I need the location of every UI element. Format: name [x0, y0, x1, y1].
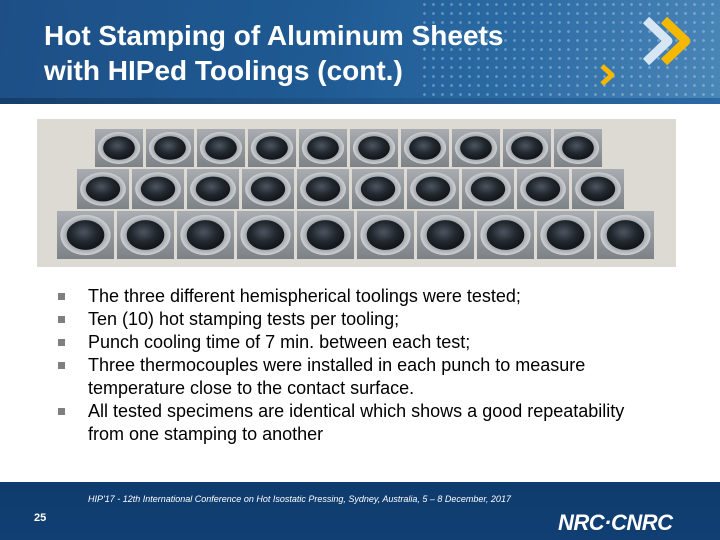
specimen-dome — [471, 177, 505, 202]
bullet-square-icon — [58, 339, 65, 346]
conference-footer: HIP'17 - 12th International Conference on Hot Isostatic Pressing, Sydney, Australia, 5 – 8 December, 2017 — [88, 494, 511, 504]
specimen-dome — [526, 177, 560, 202]
bullet-item: Ten (10) hot stamping tests per tooling; — [58, 308, 658, 331]
bullet-square-icon — [58, 316, 65, 323]
nrc-logo: NRC·CNRC — [558, 510, 673, 535]
specimen-dome — [361, 177, 395, 202]
specimen-dome — [256, 136, 288, 160]
specimen-dome — [205, 136, 237, 160]
specimen-dome — [367, 220, 405, 250]
bullet-square-icon — [58, 408, 65, 415]
specimen-dome — [187, 220, 225, 250]
specimen-dome — [487, 220, 525, 250]
specimen-dome — [127, 220, 165, 250]
bullet-item: Punch cooling time of 7 min. between each test; — [58, 331, 658, 354]
bullet-item: Three thermocouples were installed in each punch to measure temperature close to the contact surface. — [58, 354, 658, 400]
bullet-square-icon — [58, 293, 65, 300]
chevron-large-icon — [638, 16, 698, 66]
specimen-dome — [154, 136, 186, 160]
specimen-dome — [251, 177, 285, 202]
bullet-list — [58, 285, 658, 446]
specimen-dome — [562, 136, 594, 160]
title-banner — [0, 0, 720, 104]
specimen-dome — [416, 177, 450, 202]
specimen-dome — [247, 220, 285, 250]
specimen-dome — [358, 136, 390, 160]
page-number: 25 — [34, 512, 47, 524]
specimen-dome — [427, 220, 465, 250]
chevron-small-icon — [598, 64, 618, 86]
slide-title — [44, 18, 503, 88]
specimen-dome — [581, 177, 615, 202]
title-line-2: with HIPed Toolings (cont.) — [44, 55, 403, 86]
specimen-dome — [460, 136, 492, 160]
specimen-dome — [67, 220, 105, 250]
specimen-dome — [511, 136, 543, 160]
stamped-specimens-image — [37, 119, 676, 267]
specimen-dome — [86, 177, 120, 202]
title-line-1: Hot Stamping of Aluminum Sheets — [44, 20, 504, 51]
specimen-dome — [196, 177, 230, 202]
specimen-dome — [307, 220, 345, 250]
specimen-dome — [607, 220, 645, 250]
specimen-dome — [141, 177, 175, 202]
specimen-dome — [307, 136, 339, 160]
specimen-dome — [547, 220, 585, 250]
specimen-dome — [409, 136, 441, 160]
bullet-item: The three different hemispherical toolings were tested; — [58, 285, 658, 308]
specimen-photo — [37, 119, 676, 267]
specimen-dome — [306, 177, 340, 202]
specimen-dome — [103, 136, 135, 160]
bullet-square-icon — [58, 362, 65, 369]
bullet-item: All tested specimens are identical which shows a good repeatability from one stamping to another — [58, 400, 658, 446]
